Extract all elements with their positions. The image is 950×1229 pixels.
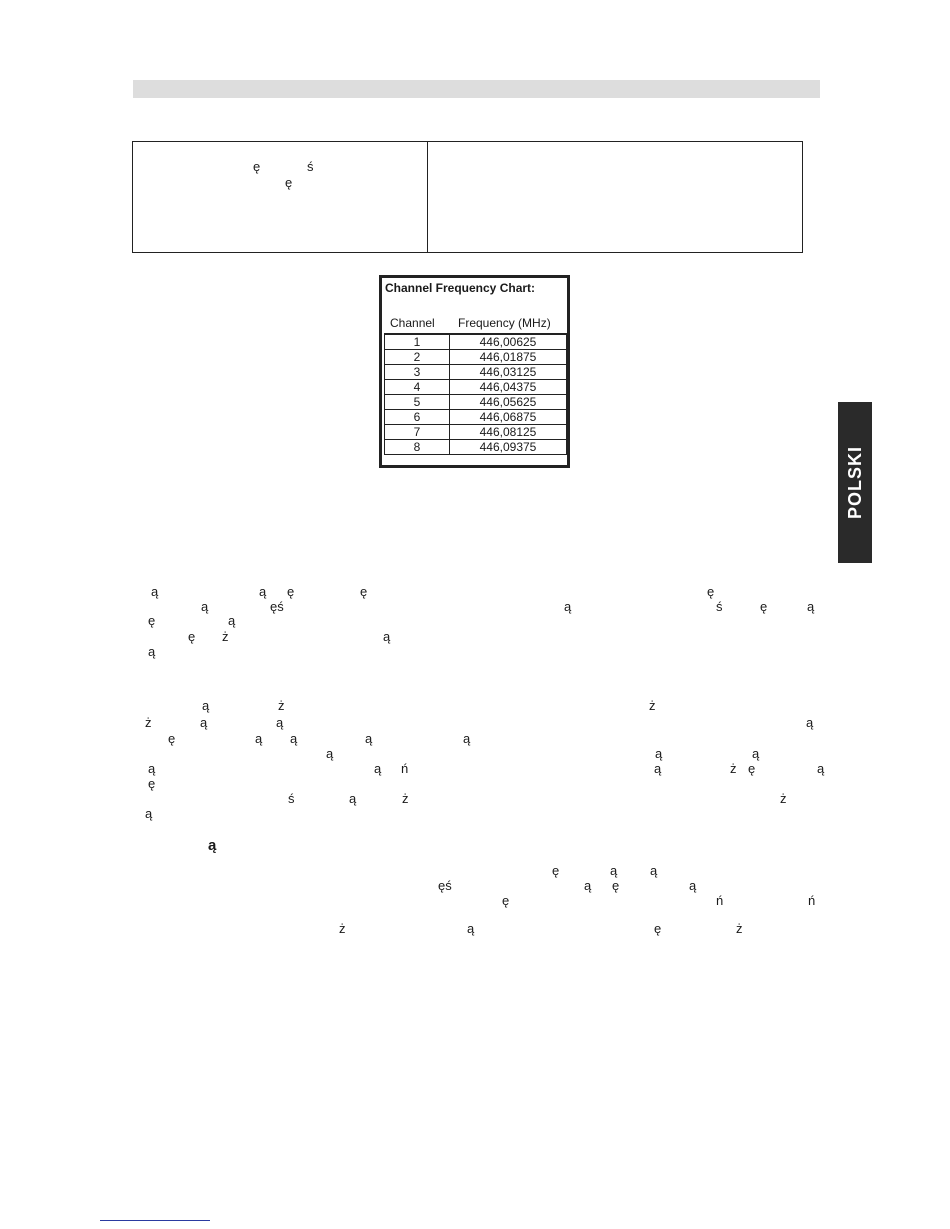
diacritic-glyph: ż xyxy=(649,698,656,713)
channel-cell: 2 xyxy=(385,350,450,365)
diacritic-glyph: ę xyxy=(502,893,510,908)
frequency-cell: 446,06875 xyxy=(450,410,567,425)
diacritic-glyph: ą xyxy=(202,698,210,713)
section-header-bar xyxy=(133,80,820,98)
diacritic-glyph: ą xyxy=(374,761,382,776)
table-row xyxy=(385,365,567,380)
diacritic-glyph: ż xyxy=(780,791,787,806)
diacritic-glyph: ą xyxy=(752,746,760,761)
language-tab xyxy=(838,402,872,563)
diacritic-glyph: ą xyxy=(564,599,572,614)
diacritic-glyph: ą xyxy=(349,791,357,806)
table-row xyxy=(385,380,567,395)
diacritic-glyph: ą xyxy=(584,878,592,893)
diacritic-glyph: ż xyxy=(736,921,743,936)
diacritic-glyph: ż xyxy=(222,629,229,644)
diacritic-glyph: ą xyxy=(290,731,298,746)
diacritic-glyph: ż xyxy=(402,791,409,806)
diacritic-glyph: ą xyxy=(463,731,471,746)
diacritic-glyph: ą xyxy=(145,806,153,821)
diacritic-glyph: ą xyxy=(259,584,267,599)
diacritic-glyph: ęś xyxy=(270,599,284,614)
diacritic-glyph: ą xyxy=(151,584,159,599)
diacritic-glyph: ż xyxy=(145,715,152,730)
column-header-frequency: Frequency (MHz) xyxy=(458,316,551,330)
channel-cell: 7 xyxy=(385,425,450,440)
frequency-table xyxy=(384,333,567,455)
table-row xyxy=(385,425,567,440)
diacritic-glyph: ą xyxy=(326,746,334,761)
diacritic-glyph: ą xyxy=(654,761,662,776)
table-row xyxy=(385,395,567,410)
diacritic-glyph: ą xyxy=(228,613,236,628)
frequency-cell: 446,01875 xyxy=(450,350,567,365)
table-row xyxy=(385,334,567,350)
frequency-cell: 446,05625 xyxy=(450,395,567,410)
frequency-cell: 446,04375 xyxy=(450,380,567,395)
diacritic-glyph: ą xyxy=(467,921,475,936)
diacritic-glyph: ż xyxy=(339,921,346,936)
diacritic-glyph: ż xyxy=(730,761,737,776)
diacritic-glyph: ą xyxy=(200,715,208,730)
frequency-cell: 446,08125 xyxy=(450,425,567,440)
chart-title: Channel Frequency Chart: xyxy=(385,281,536,295)
diacritic-glyph: ęś xyxy=(438,878,452,893)
diacritic-glyph: ą xyxy=(806,715,814,730)
info-glyph: ę xyxy=(285,175,293,190)
diacritic-glyph: ś xyxy=(716,599,723,614)
channel-cell: 5 xyxy=(385,395,450,410)
diacritic-glyph: ą xyxy=(817,761,825,776)
diacritic-glyph: ń xyxy=(716,893,724,908)
diacritic-glyph: ż xyxy=(278,698,285,713)
channel-cell: 1 xyxy=(385,334,450,350)
column-header-channel: Channel xyxy=(390,316,435,330)
info-box xyxy=(132,141,803,253)
diacritic-glyph: ę xyxy=(612,878,620,893)
diacritic-glyph: ę xyxy=(707,584,715,599)
diacritic-glyph: ą xyxy=(610,863,618,878)
channel-cell: 4 xyxy=(385,380,450,395)
frequency-cell: 446,03125 xyxy=(450,365,567,380)
diacritic-glyph: ę xyxy=(148,776,156,791)
diacritic-glyph: ś xyxy=(288,791,295,806)
diacritic-glyph: ą xyxy=(365,731,373,746)
section-heading-glyph: ą xyxy=(208,837,217,854)
diacritic-glyph: ę xyxy=(360,584,368,599)
info-glyph: ę xyxy=(253,159,261,174)
language-tab-label: POLSKI xyxy=(844,445,865,520)
footer-link-underline xyxy=(100,1220,210,1221)
frequency-cell: 446,09375 xyxy=(450,440,567,455)
info-glyph: ś xyxy=(307,159,314,174)
table-row xyxy=(385,440,567,455)
channel-cell: 8 xyxy=(385,440,450,455)
diacritic-glyph: ę xyxy=(552,863,560,878)
diacritic-glyph: ę xyxy=(654,921,662,936)
diacritic-glyph: ą xyxy=(148,644,156,659)
table-row xyxy=(385,410,567,425)
diacritic-glyph: ą xyxy=(201,599,209,614)
diacritic-glyph: ę xyxy=(168,731,176,746)
diacritic-glyph: ą xyxy=(807,599,815,614)
diacritic-glyph: ą xyxy=(276,715,284,730)
diacritic-glyph: ą xyxy=(255,731,263,746)
diacritic-glyph: ą xyxy=(148,761,156,776)
diacritic-glyph: ę xyxy=(760,599,768,614)
diacritic-glyph: ę xyxy=(148,613,156,628)
diacritic-glyph: ą xyxy=(383,629,391,644)
frequency-cell: 446,00625 xyxy=(450,334,567,350)
diacritic-glyph: ę xyxy=(748,761,756,776)
info-box-divider xyxy=(427,142,428,252)
diacritic-glyph: ą xyxy=(689,878,697,893)
diacritic-glyph: ę xyxy=(188,629,196,644)
channel-cell: 3 xyxy=(385,365,450,380)
diacritic-glyph: ń xyxy=(401,761,409,776)
diacritic-glyph: ń xyxy=(808,893,816,908)
table-row xyxy=(385,350,567,365)
channel-cell: 6 xyxy=(385,410,450,425)
diacritic-glyph: ą xyxy=(655,746,663,761)
diacritic-glyph: ę xyxy=(287,584,295,599)
channel-frequency-chart xyxy=(379,275,570,468)
diacritic-glyph: ą xyxy=(650,863,658,878)
